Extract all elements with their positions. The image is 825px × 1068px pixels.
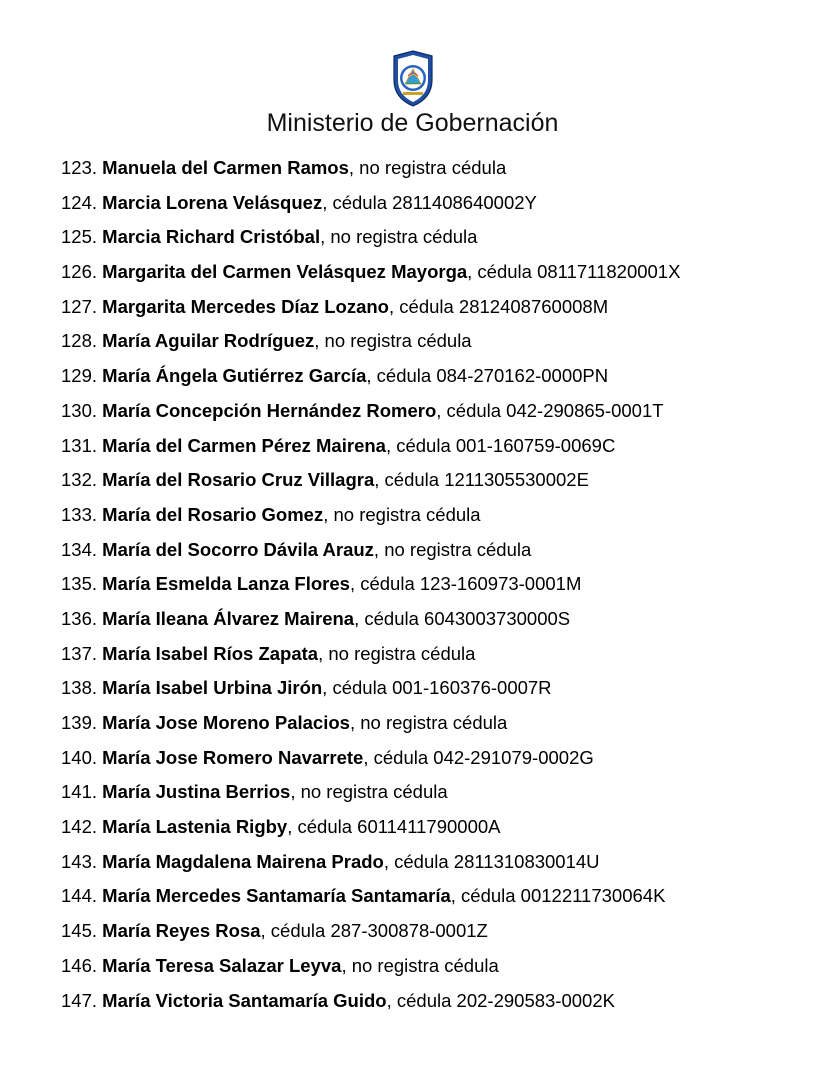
entry-detail: , cédula 202-290583-0002K	[386, 989, 615, 1011]
list-item	[61, 257, 821, 292]
entry-number: 143.	[61, 850, 98, 872]
entry-detail: , no registra cédula	[323, 503, 481, 525]
entry-detail: , cédula 0012211730064K	[450, 885, 666, 907]
entry-number: 140.	[61, 746, 98, 768]
entry-name: María del Rosario Cruz Villagra	[102, 469, 375, 491]
list-item	[61, 639, 821, 674]
entry-detail: , cédula 6043003730000S	[354, 607, 571, 629]
entry-number: 131.	[61, 434, 98, 456]
entry-detail: , cédula 123-160973-0001M	[349, 573, 582, 595]
entry-number: 138.	[61, 677, 98, 699]
entry-detail: , no registra cédula	[320, 226, 478, 248]
list-item	[61, 431, 821, 466]
list-item	[61, 951, 821, 986]
entry-name: María Isabel Urbina Jirón	[102, 677, 323, 699]
entry-number: 132.	[61, 469, 98, 491]
entry-number: 133.	[61, 503, 98, 525]
entry-number: 139.	[61, 712, 98, 733]
entry-detail: , no registra cédula	[349, 712, 508, 733]
entry-detail: , no registra cédula	[318, 642, 476, 664]
coat-of-arms-emblem-icon	[390, 50, 436, 108]
list-item	[61, 604, 821, 639]
list-item	[61, 673, 821, 708]
entry-number: 129.	[61, 365, 98, 387]
entry-number: 127.	[61, 295, 98, 317]
list-item	[61, 396, 821, 431]
list-item	[61, 777, 821, 812]
entry-detail: , cédula 001-160376-0007R	[322, 677, 552, 699]
entry-name: María Magdalena Mairena Prado	[102, 850, 384, 872]
entry-name: María Isabel Ríos Zapata	[102, 642, 319, 664]
entry-number: 134.	[61, 538, 98, 560]
document-header	[0, 50, 825, 138]
list-item	[61, 743, 821, 778]
entry-number: 125.	[61, 226, 98, 248]
entry-number: 142.	[61, 816, 98, 838]
list-item	[61, 326, 821, 361]
entry-name: María Reyes Rosa	[102, 920, 261, 942]
entry-detail: , cédula 2811408640002Y	[322, 191, 537, 213]
entry-number: 145.	[61, 920, 98, 942]
list-item	[61, 153, 821, 188]
entry-name: María Teresa Salazar Leyva	[102, 954, 342, 976]
entry-name: María Ángela Gutiérrez García	[102, 365, 367, 387]
entry-detail: , cédula 2812408760008M	[389, 295, 609, 317]
entry-number: 135.	[61, 573, 98, 595]
entry-name: María Ileana Álvarez Mairena	[102, 607, 355, 629]
entry-name: María Aguilar Rodríguez	[102, 330, 315, 352]
entry-name: Margarita Mercedes Díaz Lozano	[102, 295, 389, 317]
entry-name: María Concepción Hernández Romero	[102, 399, 437, 421]
list-item	[61, 500, 821, 535]
entry-detail: , cédula 042-290865-0001T	[436, 399, 664, 421]
list-item	[61, 708, 821, 743]
entry-number: 124.	[61, 191, 98, 213]
entry-name: María del Carmen Pérez Mairena	[102, 434, 386, 456]
entry-name: María Esmelda Lanza Flores	[102, 573, 350, 595]
list-item	[61, 535, 821, 570]
entry-name: María Lastenia Rigby	[102, 816, 288, 838]
entry-number: 147.	[61, 989, 98, 1011]
entry-number: 136.	[61, 607, 98, 629]
ministry-title: Ministerio de Gobernación	[266, 109, 559, 137]
entry-number: 141.	[61, 781, 98, 803]
list-item	[61, 569, 821, 604]
entry-detail: , cédula 2811310830014U	[383, 850, 600, 872]
entry-detail: , cédula 001-160759-0069C	[385, 434, 616, 456]
entry-detail: , cédula 6011411790000A	[287, 816, 501, 838]
list-item	[61, 916, 821, 951]
entry-name: María Justina Berrios	[102, 781, 291, 803]
entry-detail: , no registra cédula	[348, 157, 507, 178]
entry-detail: , no registra cédula	[314, 330, 472, 352]
entry-detail: , cédula 084-270162-0000PN	[366, 365, 609, 387]
list-item	[61, 881, 821, 916]
list-item	[61, 812, 821, 847]
list-item	[61, 986, 821, 1021]
entry-number: 146.	[61, 954, 98, 976]
list-item	[61, 847, 821, 882]
entry-name: María Jose Moreno Palacios	[102, 712, 350, 733]
entry-name: Marcia Lorena Velásquez	[102, 191, 323, 213]
entry-name: Marcia Richard Cristóbal	[102, 226, 321, 248]
list-item	[61, 292, 821, 327]
list-item	[61, 361, 821, 396]
entry-detail: , cédula 1211305530002E	[374, 469, 589, 491]
entry-detail: , cédula 287-300878-0001Z	[260, 920, 488, 942]
entry-name: Margarita del Carmen Velásquez Mayorga	[102, 261, 468, 283]
entry-name: María del Rosario Gomez	[102, 503, 324, 525]
entry-name: María Victoria Santamaría Guido	[102, 989, 387, 1011]
list-item	[61, 222, 821, 257]
entry-number: 126.	[61, 261, 98, 283]
list-item	[61, 188, 821, 223]
entry-name: María del Socorro Dávila Arauz	[102, 538, 374, 560]
entry-detail: , no registra cédula	[373, 538, 532, 560]
entry-name: María Mercedes Santamaría Santamaría	[102, 885, 451, 907]
entry-number: 130.	[61, 399, 98, 421]
entry-name: María Jose Romero Navarrete	[102, 746, 364, 768]
person-list	[61, 153, 821, 1020]
entry-name: Manuela del Carmen Ramos	[102, 157, 349, 178]
entry-number: 123.	[61, 157, 98, 178]
entry-number: 137.	[61, 642, 98, 664]
entry-number: 144.	[61, 885, 98, 907]
entry-detail: , cédula 042-291079-0002G	[363, 746, 594, 768]
list-item	[61, 465, 821, 500]
entry-number: 128.	[61, 330, 98, 352]
entry-detail: , no registra cédula	[290, 781, 448, 803]
entry-detail: , no registra cédula	[341, 954, 499, 976]
entry-detail: , cédula 0811711820001X	[467, 261, 681, 283]
